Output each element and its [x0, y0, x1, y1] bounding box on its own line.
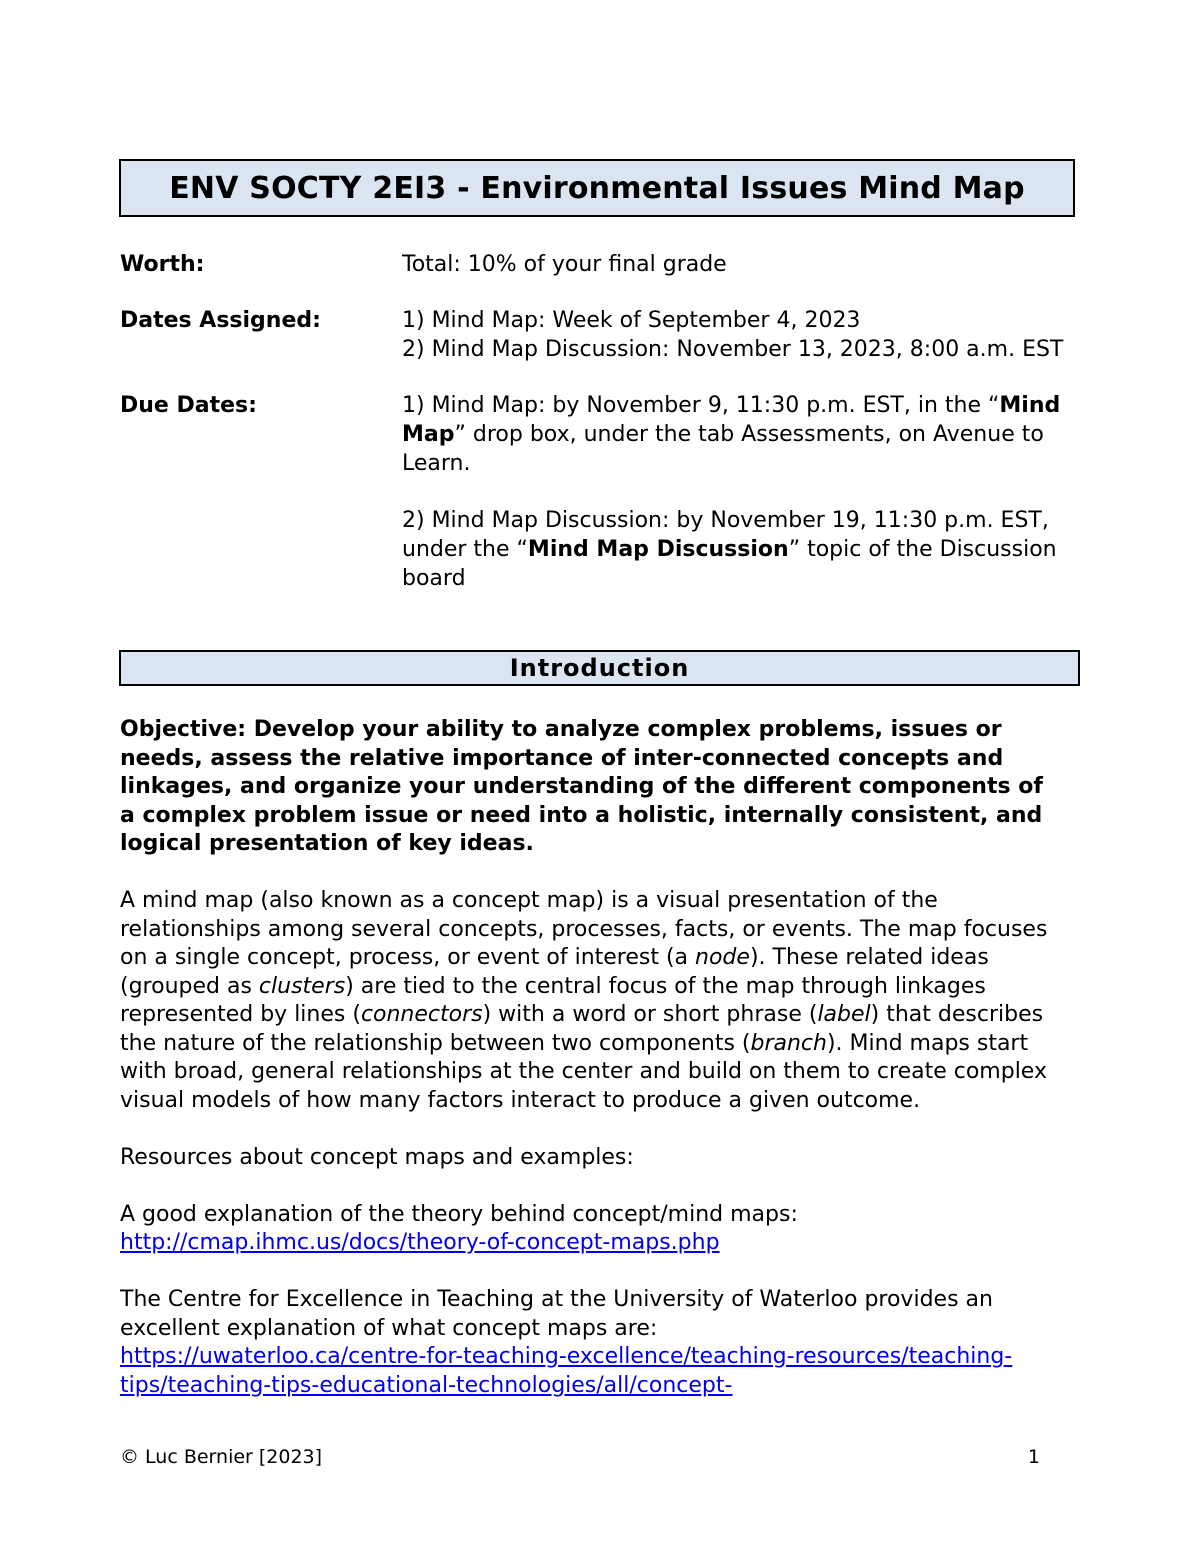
- objective-paragraph: Objective: Develop your ability to analyze complex problems, issues or needs, assess the relative importance of inter-connected concepts and linkages, and organize your understanding of the different components of a complex problem issue or need into a holistic, internally consistent, and logical presentation of key ideas.: [120, 717, 1043, 856]
- resource-2-link[interactable]: https://uwaterloo.ca/centre-for-teaching-excellence/teaching-resources/teaching-tips/teaching-tips-educational-technologies/all/concept-: [120, 1344, 1013, 1398]
- term-branch: branch: [750, 1030, 827, 1056]
- resource-1: [120, 1201, 1070, 1258]
- description-part-5: ) that describes the nature of the relationship between two components (: [120, 1002, 1044, 1056]
- due-1-text-end: ” drop box, under the tab Assessments, on Avenue to Learn.: [402, 422, 1044, 476]
- page-number: 1: [1027, 1446, 1040, 1468]
- resources-intro: Resources about concept maps and examples:: [120, 1144, 634, 1170]
- resource-2: [120, 1286, 1070, 1400]
- resource-1-text: A good explanation of the theory behind concept/mind maps:: [120, 1201, 798, 1227]
- description-part-3: ) are tied to the central focus of the map through linkages represented by lines (: [120, 973, 986, 1027]
- term-clusters: clusters: [258, 973, 346, 999]
- due-2-text-end: ” topic of the Discussion board: [402, 537, 1057, 591]
- term-label: label: [817, 1002, 871, 1027]
- due-item-2: [402, 506, 1078, 593]
- resource-2-text: The Centre for Excellence in Teaching at the University of Waterloo provides an excellent explanation of what concept maps are:: [120, 1287, 993, 1341]
- description-part-1: A mind map (also known as a concept map) is a visual presentation of the relationships among several concepts, processes, facts, or events. The map focuses on a single concept, process, or event of interest (a: [120, 888, 1048, 970]
- assigned-item-1: 1) Mind Map: Week of September 4, 2023: [402, 308, 861, 333]
- assigned-item-2: 2) Mind Map Discussion: November 13, 2023, 8:00 a.m. EST: [402, 337, 1064, 362]
- dates-assigned-value: [402, 306, 1078, 364]
- resource-1-link[interactable]: http://cmap.ihmc.us/docs/theory-of-concept-maps.php: [120, 1230, 720, 1255]
- worth-value: [402, 250, 1078, 279]
- term-connectors: connectors: [360, 1002, 483, 1027]
- introduction-body: [120, 716, 1070, 1429]
- title-banner: [119, 159, 1075, 217]
- copyright-text: © Luc Bernier [2023]: [120, 1446, 323, 1468]
- description-part-6: ). Mind maps start with broad, general relationships at the center and build on them to create complex visual models of how many factors interact to produce a given outcome.: [120, 1030, 1047, 1113]
- description-part-2: ). These related ideas (grouped as: [120, 945, 989, 999]
- mind-map-description: [120, 887, 1070, 1115]
- page-footer: [120, 1446, 1040, 1468]
- term-node: node: [695, 945, 750, 970]
- introduction-heading: Introduction: [509, 654, 690, 682]
- due-dates-row: [120, 391, 1080, 593]
- worth-label: Worth:: [120, 252, 205, 277]
- introduction-banner: [119, 650, 1080, 686]
- due-1-text: 1) Mind Map: by November 9, 11:30 p.m. EST, in the “: [402, 393, 1000, 418]
- description-part-4: ) with a word or short phrase (: [482, 1002, 818, 1027]
- due-2-topic-name: Mind Map Discussion: [527, 537, 789, 562]
- dates-assigned-label: Dates Assigned:: [120, 308, 321, 333]
- due-dates-value: [402, 391, 1078, 593]
- dates-assigned-row: [120, 306, 1080, 364]
- document-title: ENV SOCTY 2EI3 - Environmental Issues Mind Map: [169, 170, 1025, 206]
- due-1-dropbox-name: Mind Map: [402, 393, 1061, 447]
- due-item-1: [402, 391, 1078, 478]
- due-2-text: 2) Mind Map Discussion: by November 19, 11:30 p.m. EST, under the “: [402, 508, 1049, 562]
- worth-text: Total: 10% of your final grade: [402, 252, 727, 277]
- due-dates-label: Due Dates:: [120, 393, 257, 418]
- assignment-info: [120, 250, 1080, 620]
- worth-row: [120, 250, 1080, 279]
